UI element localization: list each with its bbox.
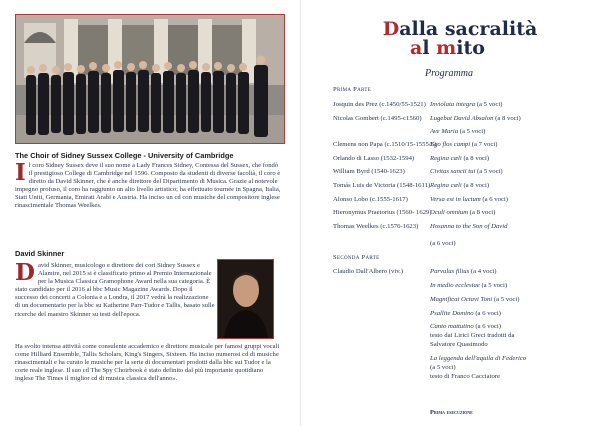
work-title: Psallite Domino (a 6 voci) xyxy=(430,310,501,317)
work-title: Oculi omnium (a 8 voci) xyxy=(430,209,496,216)
choir-bio-text: l coro Sidney Sussex deve il suo nome a Lady Frances Sidney, Contessa del Sussex, che fondò il prestigioso College di Cambridge nel 1596. Composto da studenti di diverse facoltà, il coro è diretto da David Skinner, che è anche direttore del Dipartimento di Musica. Grazie al notevole impegno profuso, il coro ha raggiunto un alto livello artistico; ha effettuato tournée in Spagna, Italia, Stati Uniti, Germania, Emirati Arabi e Austria. Ha inciso un cd con musiche del compositore inglese rinascimentale Thomas Weelkes. xyxy=(15,162,281,210)
title-line2-wrap xyxy=(410,39,560,58)
title-initial-d: D xyxy=(382,18,400,40)
choir-heading: The Choir of Sidney Sussex College - University of Cambridge xyxy=(15,151,234,160)
work-title: Ave Maria (a 5 voci) xyxy=(430,128,486,135)
voices-count: (a 8 voci) xyxy=(493,115,521,122)
work-title: Civitas sancti tui (a 5 voci) xyxy=(430,168,503,175)
work-title: Regina cæli (a 8 voci) xyxy=(430,155,490,162)
composer-name: Hieronymus Praetorius (1560- 1629) xyxy=(333,209,432,216)
voices-count: Salvatore Quasimodo xyxy=(430,341,488,348)
voices-count: (a 5 voci) xyxy=(458,128,486,135)
work-title: Canto mattutino (a 6 voci) xyxy=(430,323,501,330)
work-title: Hosanna to the Son of David xyxy=(430,223,508,230)
work-title: Parvulus filius (a 4 voci) xyxy=(430,268,497,275)
voices-count: (a 6 voci) xyxy=(473,310,501,317)
premiere-label: Prima esecuzione xyxy=(430,409,473,416)
voices-count: (a 5 voci) xyxy=(475,168,503,175)
part2-heading: Seconda Parte xyxy=(333,254,380,261)
voices-count: (a 8 voci) xyxy=(461,182,490,189)
voices-count: (a 6 voci) xyxy=(473,323,501,330)
title-initial-m: m xyxy=(436,37,457,59)
choir-photo-illustration xyxy=(16,15,284,143)
voices-count: (a 8 voci) xyxy=(468,209,496,216)
work-title xyxy=(430,373,500,381)
voices-count: (a 4 voci) xyxy=(469,268,497,275)
part1-heading: Prima Parte xyxy=(333,86,372,93)
composer-name: William Byrd (1540-1623) xyxy=(333,168,405,175)
voices-count: (a 7 voci) xyxy=(470,141,498,148)
work-title: Versa est in luctum (a 6 voci) xyxy=(430,196,509,203)
title-initial-a: a xyxy=(410,37,423,59)
work-title: Ego flos campi (a 7 voci) xyxy=(430,141,498,148)
work-title: Regina cæli (a 8 voci) xyxy=(430,182,490,189)
choir-photo xyxy=(15,14,285,144)
skinner-bio-part1 xyxy=(15,259,215,319)
composer-name: Clemens non Papa (c.1510/15-1555/6) xyxy=(333,141,437,148)
choir-bio-dropcap: I xyxy=(15,159,26,186)
voices-count: (a 5 voci) xyxy=(479,282,508,289)
voices-count: (a 5 voci) xyxy=(475,101,503,108)
title-line2-rest: ito xyxy=(456,37,485,59)
program-title xyxy=(360,20,560,58)
composer-name: Nicolas Gombert (c.1495-c1560) xyxy=(333,115,422,122)
voices-count: testo dai Lirici Greci tradotti da xyxy=(430,332,515,339)
voices-count: testo di Franco Cacciatore xyxy=(430,373,501,380)
skinner-portrait xyxy=(217,259,274,339)
skinner-bio-part2: Ha svolto intensa attività come consulente accademico e direttore musicale per famosi gruppi vocali come Hilliard Ensemble, Tallis Scholars, King's Singers, Sixteen. Ha inciso numerosi cd di musiche rinascimentali e ha curato le musiche per la serie di documentari prodotti dalla bbc sui Tudor e la corte reale inglese. Il suo cd The Spy Choirbook è stato definito dal più importante quotidiano inglese The Times il miglior cd di musica classica dell'anno». xyxy=(15,343,280,383)
work-title xyxy=(430,341,488,349)
choir-bio xyxy=(15,159,283,211)
work-title: Lugebat David Absalon (a 8 voci) xyxy=(430,115,521,122)
work-title: In medio ecclesiae (a 5 voci) xyxy=(430,282,508,289)
work-title xyxy=(430,332,515,340)
work-title: Inviolata integra (a 5 voci) xyxy=(430,101,503,108)
composer-name: Alonso Lobo (c.1555-1617) xyxy=(333,196,408,203)
work-title xyxy=(430,364,456,372)
skinner-bio-text-a: avid Skinner, musicologo e direttore dei cori Sidney Sussex e Alamire, nel 2015 si è classificato primo al Premio Internazionale per la Musica Classica Gramophone Award nella sua categoria. È stato candidato per il 2016 al bbc Music Magazine Awards. Dopo il successo dei concerti a Colonia e a Londra, il 2017 vedrà la realizzazione di un documentario per la bbc su Katherine Parr-Tudor e Tallis, basato sulle ricerche del maestro Skinner su testi dell'epoca. xyxy=(15,262,215,318)
composer-name: Tomás Luis de Victoria (1548-1611) xyxy=(333,182,431,189)
voices-count: (a 5 voci) xyxy=(430,364,456,371)
composer-name: Thomas Weelkes (c.1576-1623) xyxy=(333,223,419,230)
title-line2-mid: l xyxy=(422,37,437,59)
work-title: Magnificat Octavi Toni (a 5 voci) xyxy=(430,296,520,303)
part1-last-voices: (a 6 voci) xyxy=(430,240,456,247)
program-subtitle: Programma xyxy=(425,68,473,79)
composer-name: Josquin des Prez (c.1450/55-1521) xyxy=(333,101,426,108)
composer-name: Orlando di Lasso (1532-1594) xyxy=(333,155,415,162)
page-divider xyxy=(300,0,301,426)
part2-composer: Claudio Dall'Albero (viv.) xyxy=(333,268,404,275)
voices-count: (a 6 voci) xyxy=(480,196,509,203)
skinner-portrait-illustration xyxy=(218,260,273,338)
voices-count: (a 8 voci) xyxy=(461,155,490,162)
voices-count: (a 5 voci) xyxy=(492,296,520,303)
title-line1: alla sacralità xyxy=(399,18,538,40)
skinner-bio-dropcap: D xyxy=(15,259,35,286)
skinner-heading: David Skinner xyxy=(15,249,65,258)
work-title: La leggenda dell'aquila di Federico xyxy=(430,355,527,362)
